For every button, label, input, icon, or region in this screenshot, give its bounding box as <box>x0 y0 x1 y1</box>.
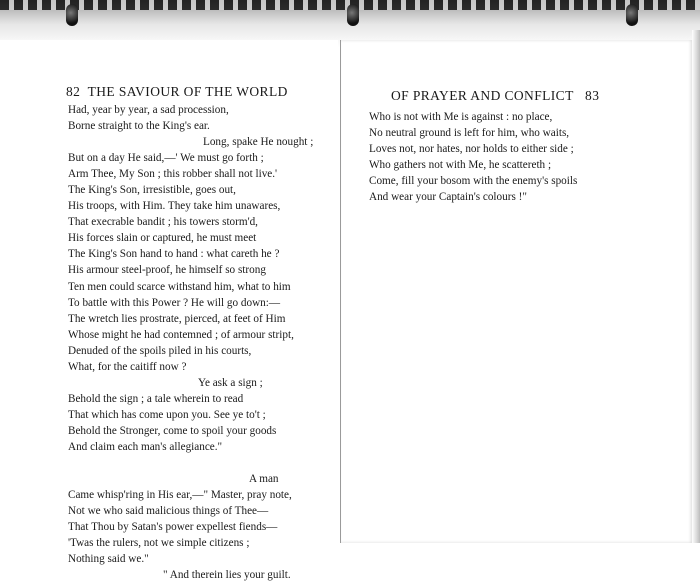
poem-line: Ten men could scarce withstand him, what to him <box>68 280 291 293</box>
left-page-number: 82 <box>66 84 81 99</box>
poem-line: To battle with this Power ? He will go down:— <box>68 296 281 309</box>
poem-line: The King's Son, irresistible, goes out, <box>68 184 236 197</box>
poem-line: Who is not with Me is against : no place, <box>369 111 553 123</box>
poem-line: 'Twas the rulers, not we simple citizens ; <box>68 537 250 550</box>
left-poem <box>68 102 314 583</box>
poem-line: Arm Thee, My Son ; this robber shall not live.' <box>68 168 278 181</box>
binding-ring <box>66 4 78 26</box>
left-running-head <box>66 84 288 100</box>
poem-line: Come, fill your bosom with the enemy's spoils <box>369 175 578 188</box>
poem-line: Denuded of the spoils piled in his courts, <box>68 344 252 357</box>
right-page <box>340 40 693 543</box>
right-poem <box>369 109 669 205</box>
poem-line: Nothing said we." <box>68 553 149 566</box>
left-running-title: THE SAVIOUR OF THE WORLD <box>87 84 288 99</box>
right-running-head <box>391 88 599 104</box>
poem-line: Ye ask a sign ; <box>198 376 263 389</box>
poem-line: That execrable bandit ; his towers storm'd, <box>68 216 258 229</box>
poem-line: That which has come upon you. See ye to't ; <box>68 408 266 421</box>
poem-line: Not we who said malicious things of Thee— <box>68 505 269 518</box>
right-running-title: OF PRAYER AND CONFLICT <box>391 88 574 103</box>
poem-line: " And therein lies your guilt. <box>163 569 291 582</box>
poem-line: His armour steel-proof, he himself so strong <box>68 264 266 277</box>
poem-line: The wretch lies prostrate, pierced, at feet of Him <box>68 312 286 325</box>
poem-line: Long, spake He nought ; <box>203 136 314 149</box>
poem-line: No neutral ground is left for him, who waits, <box>369 127 570 140</box>
poem-line: But on a day He said,—' We must go forth ; <box>68 152 264 165</box>
left-page <box>0 40 338 582</box>
poem-line: Came whisp'ring in His ear,—" Master, pray note, <box>68 489 292 502</box>
poem-line: What, for the caitiff now ? <box>68 360 187 373</box>
page-edge-shadow <box>692 30 700 543</box>
poem-line: Who gathers not with Me, he scattereth ; <box>369 159 552 172</box>
poem-line: And wear your Captain's colours !" <box>369 191 527 204</box>
poem-line: The King's Son hand to hand : what careth he ? <box>68 248 280 261</box>
poem-line: His troops, with Him. They take him unawares, <box>68 200 281 213</box>
poem-line: Behold the Stronger, come to spoil your goods <box>68 424 277 437</box>
poem-line: His forces slain or captured, he must meet <box>68 232 257 245</box>
stanza-gap <box>68 455 308 471</box>
poem-line: Loves not, nor hates, nor holds to either side ; <box>369 143 574 156</box>
poem-line: Whose might he had contemned ; of armour stript, <box>68 328 294 341</box>
poem-line: Behold the sign ; a tale wherein to read <box>68 392 244 405</box>
poem-line: Had, year by year, a sad procession, <box>68 104 229 116</box>
binding-ring <box>347 4 359 26</box>
poem-line: That Thou by Satan's power expellest fiends— <box>68 521 278 534</box>
binding-ring <box>626 4 638 26</box>
poem-line: Borne straight to the King's ear. <box>68 120 210 133</box>
poem-line: A man <box>249 473 279 486</box>
right-page-number: 83 <box>585 88 600 103</box>
poem-line: And claim each man's allegiance." <box>68 440 223 453</box>
